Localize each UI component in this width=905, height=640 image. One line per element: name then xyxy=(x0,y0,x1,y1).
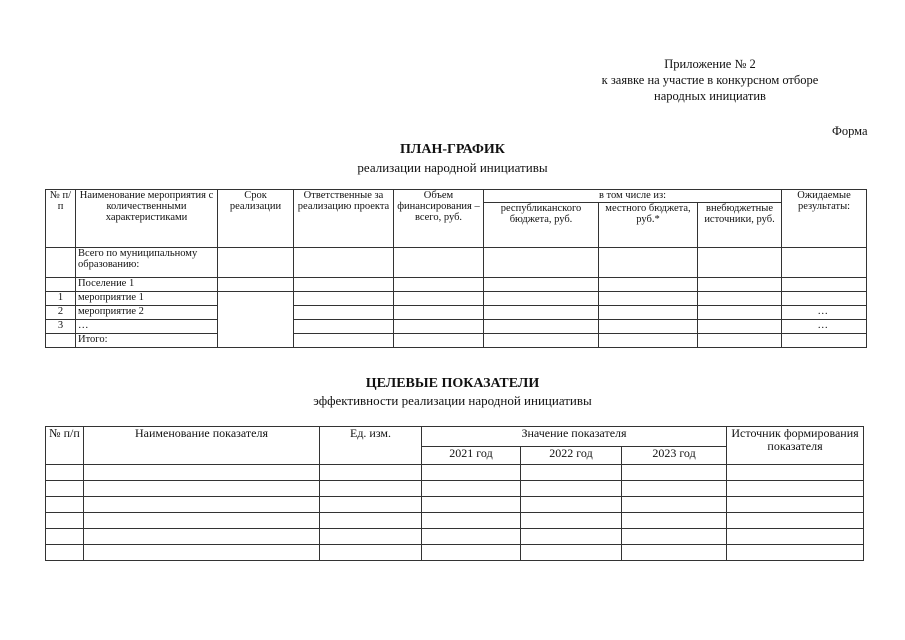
header-unit: Ед. изм. xyxy=(320,427,422,465)
header-num: № п/п xyxy=(46,190,76,248)
form-label: Форма xyxy=(832,124,868,138)
plan-table xyxy=(45,189,867,348)
header-local-budget: местного бюджета, руб.* xyxy=(599,203,698,248)
table-row xyxy=(46,545,864,561)
table-row xyxy=(46,529,864,545)
row-name: мероприятие 2 xyxy=(76,306,218,320)
header-source: Источник формирования показателя xyxy=(727,427,864,465)
table-row xyxy=(46,292,867,306)
targets-subtitle: эффективности реализации народной инициативы xyxy=(313,393,592,408)
row-settlement: Поселение 1 xyxy=(76,278,218,292)
header-year-2021: 2021 год xyxy=(422,447,521,465)
row-total-muni: Всего по муниципальному образованию: xyxy=(76,248,218,278)
table-row xyxy=(46,248,867,278)
plan-subtitle: реализации народной инициативы xyxy=(357,160,548,175)
header-republic-budget: республиканского бюджета, руб. xyxy=(484,203,599,248)
table-row xyxy=(46,306,867,320)
row-itogo: Итого: xyxy=(76,334,218,348)
ellipsis: … xyxy=(782,320,867,334)
table-row xyxy=(46,334,867,348)
header-year-2023: 2023 год xyxy=(622,447,727,465)
targets-table xyxy=(45,426,864,561)
row-name: мероприятие 1 xyxy=(76,292,218,306)
header-including: в том числе из: xyxy=(484,190,782,203)
header-num: № п/п xyxy=(46,427,84,465)
table-row xyxy=(46,465,864,481)
appendix-line-3: народных инициатив xyxy=(654,89,766,103)
table-row xyxy=(46,497,864,513)
header-term: Срок реализации xyxy=(218,190,294,248)
row-name: … xyxy=(76,320,218,334)
table-row xyxy=(46,513,864,529)
ellipsis: … xyxy=(782,306,867,320)
table-row xyxy=(46,320,867,334)
appendix-line-1: Приложение № 2 xyxy=(664,57,756,71)
row-num: 3 xyxy=(46,320,76,334)
header-name: Наименование мероприятия с количественными характеристиками xyxy=(76,190,218,248)
header-indicator-name: Наименование показателя xyxy=(84,427,320,465)
header-results: Ожидаемые результаты: xyxy=(782,190,867,248)
targets-title: ЦЕЛЕВЫЕ ПОКАЗАТЕЛИ xyxy=(365,376,540,391)
header-volume: Объем финансирования – всего, руб. xyxy=(394,190,484,248)
header-extrabudget: внебюджетные источники, руб. xyxy=(698,203,782,248)
header-year-2022: 2022 год xyxy=(521,447,622,465)
row-num: 1 xyxy=(46,292,76,306)
plan-title: ПЛАН-ГРАФИК xyxy=(400,142,505,157)
header-responsible: Ответственные за реализацию проекта xyxy=(294,190,394,248)
appendix-line-2: к заявке на участие в конкурсном отборе xyxy=(601,73,819,87)
header-value: Значение показателя xyxy=(422,427,727,447)
appendix-block xyxy=(560,56,860,104)
table-row xyxy=(46,278,867,292)
row-num: 2 xyxy=(46,306,76,320)
table-row xyxy=(46,481,864,497)
